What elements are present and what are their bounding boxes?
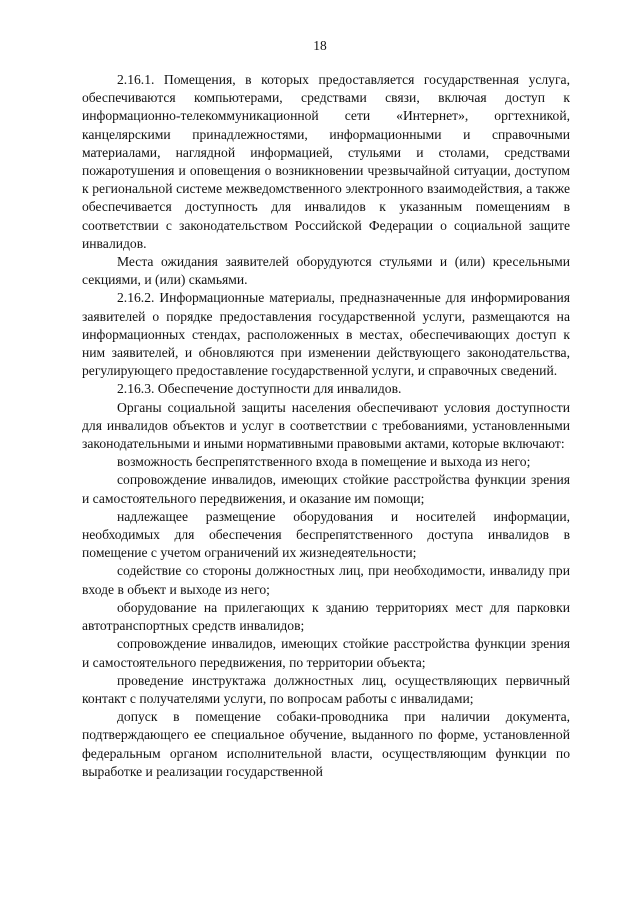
list-item-escort-assistance: сопровождение инвалидов, имеющих стойкие расстройства функции зрения и самостоятельного передвижения, и оказание им помощи; [82, 472, 570, 506]
list-item-guide-dog: допуск в помещение собаки-проводника при наличии документа, подтверждающего ее специальное обучение, выданного по форме, установленной федеральным органом исполнительной власти, осуществляющим функции по выработке и реализации государственной [82, 709, 570, 779]
paragraph-accessibility-intro: Органы социальной защиты населения обеспечивают условия доступности для инвалидов объектов и услуг в соответствии с требованиями, установленными законодательными и иными нормативными правовыми актами, которые включают: [82, 399, 570, 452]
page-number: 18 [313, 38, 327, 53]
body-text [82, 71, 570, 781]
list-item-equipment-placement: надлежащее размещение оборудования и носителей информации, необходимых для обеспечения беспрепятственного доступа инвалидов в помещение с учетом ограничений их жизнедеятельности; [82, 508, 570, 561]
paragraph-2-16-1: 2.16.1. Помещения, в которых предоставляется государственная услуга, обеспечиваются компьютерами, средствами связи, включая доступ к информационно-телекоммуникационной сети «Интернет», оргтехникой, канцелярскими принадлежностями, информационными и справочными материалами, наглядной информацией, стульями и столами, средствами пожаротушения и оповещения о возникновении чрезвычайной ситуации, доступом к региональной системе межведомственного электронного взаимодействия, а также обеспечивается доступность для инвалидов к указанным помещениям в соответствии с законодательством Российской Федерации о социальной защите инвалидов. [82, 72, 570, 251]
list-item-escort-territory: сопровождение инвалидов, имеющих стойкие расстройства функции зрения и самостоятельного передвижения, по территории объекта; [82, 636, 570, 670]
list-item-parking: оборудование на прилегающих к зданию территориях мест для парковки автотранспортных средств инвалидов; [82, 599, 570, 634]
paragraph-2-16-2: 2.16.2. Информационные материалы, предназначенные для информирования заявителей о порядке предоставления государственной услуги, размещаются на информационных стендах, расположенных в местах, обеспечивающих доступ к ним заявителей, и обновляются при изменении действующего законодательства, регулирующего предоставление государственной услуги, и справочных сведений. [82, 290, 570, 379]
paragraph-2-16-3: 2.16.3. Обеспечение доступности для инвалидов. [117, 381, 402, 397]
paragraph-waiting-areas: Места ожидания заявителей оборудуются стульями и (или) кресельными секциями, и (или) скамьями. [82, 254, 570, 288]
list-item-staff-briefing: проведение инструктажа должностных лиц, осуществляющих первичный контакт с получателями услуги, по вопросам работы с инвалидами; [82, 672, 570, 706]
list-item-entry-exit: возможность беспрепятственного входа в помещение и выхода из него; [117, 454, 531, 470]
list-item-official-assistance: содействие со стороны должностных лиц, при необходимости, инвалиду при входе в объект и выходе из него; [82, 563, 570, 597]
